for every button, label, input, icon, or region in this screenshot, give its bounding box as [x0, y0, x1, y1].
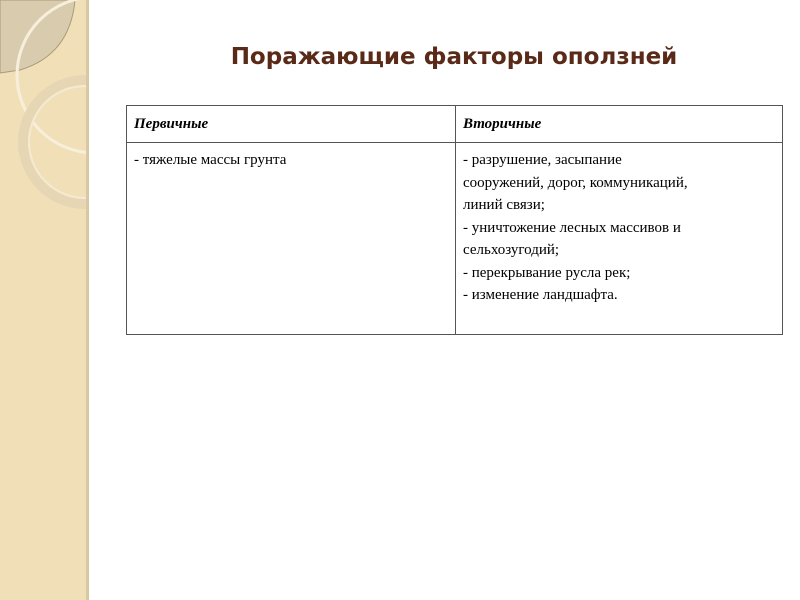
decorative-circles-icon	[0, 0, 86, 600]
secondary-line: линий связи;	[463, 197, 545, 213]
secondary-cell	[456, 143, 783, 335]
primary-cell	[127, 143, 456, 335]
secondary-line: - уничтожение лесных массивов и	[463, 219, 681, 236]
secondary-line: - разрушение, засыпание	[463, 152, 622, 168]
decorative-sidebar	[0, 0, 89, 600]
header-secondary: Вторичные	[456, 106, 783, 143]
secondary-line: - перекрывание русла рек;	[463, 264, 631, 281]
table-header-row	[127, 106, 783, 143]
table-row	[127, 143, 783, 335]
secondary-line: - изменение ландшафта.	[463, 287, 618, 303]
secondary-line: сооружений, дорог, коммуникаций,	[463, 174, 688, 191]
slide-title: Поражающие факторы оползней	[230, 44, 678, 70]
primary-item: - тяжелые массы грунта	[134, 152, 287, 168]
header-primary: Первичные	[127, 106, 456, 143]
factors-table	[126, 105, 783, 335]
secondary-line: сельхозугодий;	[463, 242, 560, 258]
